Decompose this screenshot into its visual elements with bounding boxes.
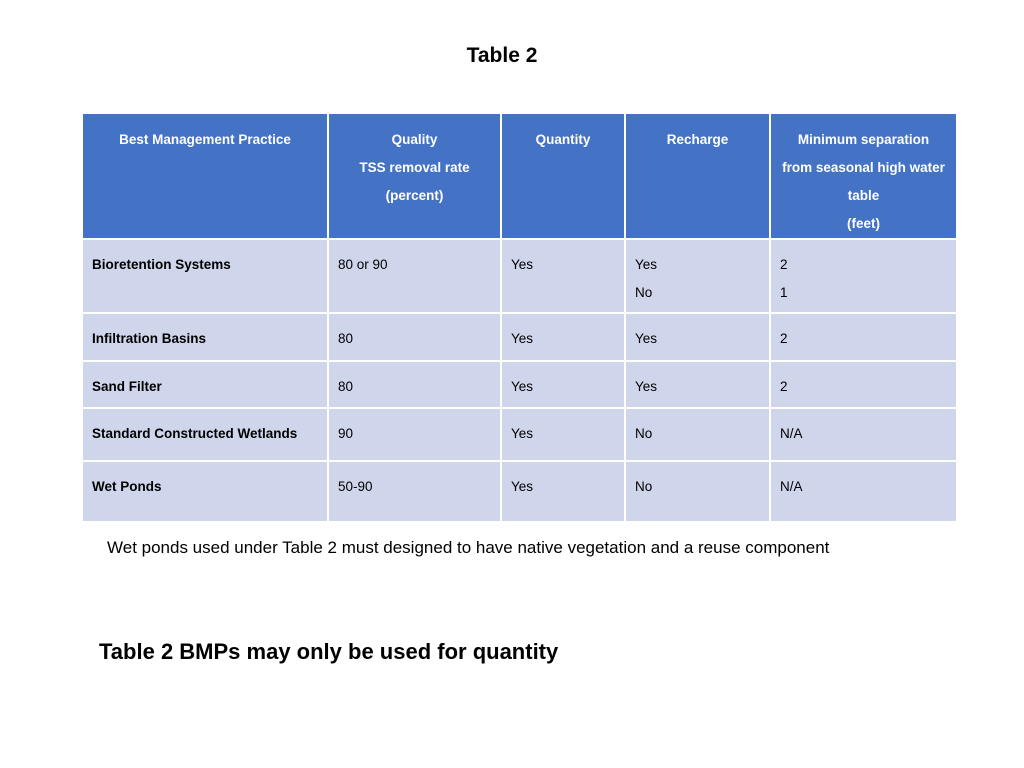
- cell-text: Yes: [635, 257, 658, 272]
- cell-quality: [328, 408, 501, 461]
- header-quantity: [501, 113, 625, 239]
- cell-practice: [82, 408, 328, 461]
- cell-text: Infiltration Basins: [92, 331, 207, 346]
- bmp-table: [81, 112, 958, 523]
- cell-quantity: [501, 461, 625, 522]
- cell-practice: [82, 239, 328, 313]
- cell-text: Yes: [635, 331, 658, 346]
- cell-separation: [770, 239, 957, 313]
- cell-text: Yes: [511, 426, 534, 441]
- cell-text: No: [635, 426, 653, 441]
- cell-text: Yes: [511, 257, 534, 272]
- table-row: [82, 361, 957, 408]
- cell-text: 80: [338, 379, 354, 394]
- cell-text: 2: [780, 331, 788, 346]
- cell-text: Yes: [511, 331, 534, 346]
- cell-recharge: [625, 361, 770, 408]
- cell-text: 90: [338, 426, 354, 441]
- cell-text: 80 or 90: [338, 257, 388, 272]
- header-line: from seasonal high water: [782, 160, 945, 175]
- table-row: [82, 313, 957, 361]
- cell-recharge: [625, 313, 770, 361]
- header-line: Quantity: [535, 132, 591, 147]
- cell-text: Yes: [635, 379, 658, 394]
- cell-text: Sand Filter: [92, 379, 162, 394]
- table-header-row: [82, 113, 957, 239]
- cell-recharge: [625, 461, 770, 522]
- cell-quantity: [501, 361, 625, 408]
- cell-text: 50-90: [338, 479, 373, 494]
- cell-text: Standard Constructed Wetlands: [92, 426, 298, 441]
- cell-text: N/A: [780, 426, 803, 441]
- cell-text: Yes: [511, 479, 534, 494]
- cell-text: No: [635, 479, 653, 494]
- header-line: Recharge: [666, 132, 729, 147]
- cell-quality: [328, 313, 501, 361]
- cell-practice: [82, 461, 328, 522]
- table-row: [82, 461, 957, 522]
- cell-text: 1: [780, 285, 788, 300]
- cell-separation: [770, 361, 957, 408]
- cell-recharge: [625, 239, 770, 313]
- cell-quality: [328, 239, 501, 313]
- cell-text: No: [635, 285, 653, 300]
- cell-quantity: [501, 239, 625, 313]
- header-minimum-separation: [770, 113, 957, 239]
- cell-text: 2: [780, 257, 788, 272]
- cell-quantity: [501, 313, 625, 361]
- header-line: TSS removal rate: [359, 160, 470, 175]
- cell-separation: [770, 461, 957, 522]
- cell-practice: [82, 313, 328, 361]
- header-line: Quality: [391, 132, 438, 147]
- cell-text: Bioretention Systems: [92, 257, 231, 272]
- cell-text: Yes: [511, 379, 534, 394]
- cell-quantity: [501, 408, 625, 461]
- header-best-management-practice: [82, 113, 328, 239]
- quantity-only-statement: Table 2 BMPs may only be used for quantity: [99, 639, 559, 664]
- cell-text: N/A: [780, 479, 803, 494]
- table-row: [82, 239, 957, 313]
- cell-text: 80: [338, 331, 354, 346]
- wet-ponds-note: Wet ponds used under Table 2 must designed to have native vegetation and a reuse component: [107, 538, 830, 557]
- cell-separation: [770, 408, 957, 461]
- cell-separation: [770, 313, 957, 361]
- table-row: [82, 408, 957, 461]
- header-line: table: [847, 188, 880, 203]
- header-line: (percent): [385, 188, 444, 203]
- header-line: Minimum separation: [797, 132, 930, 147]
- page-title: Table 2: [466, 44, 538, 67]
- cell-quality: [328, 461, 501, 522]
- cell-text: Wet Ponds: [92, 479, 162, 494]
- cell-practice: [82, 361, 328, 408]
- header-recharge: [625, 113, 770, 239]
- header-line: Best Management Practice: [119, 132, 291, 147]
- cell-text: 2: [780, 379, 788, 394]
- header-line: (feet): [847, 216, 880, 231]
- cell-recharge: [625, 408, 770, 461]
- cell-quality: [328, 361, 501, 408]
- header-quality: [328, 113, 501, 239]
